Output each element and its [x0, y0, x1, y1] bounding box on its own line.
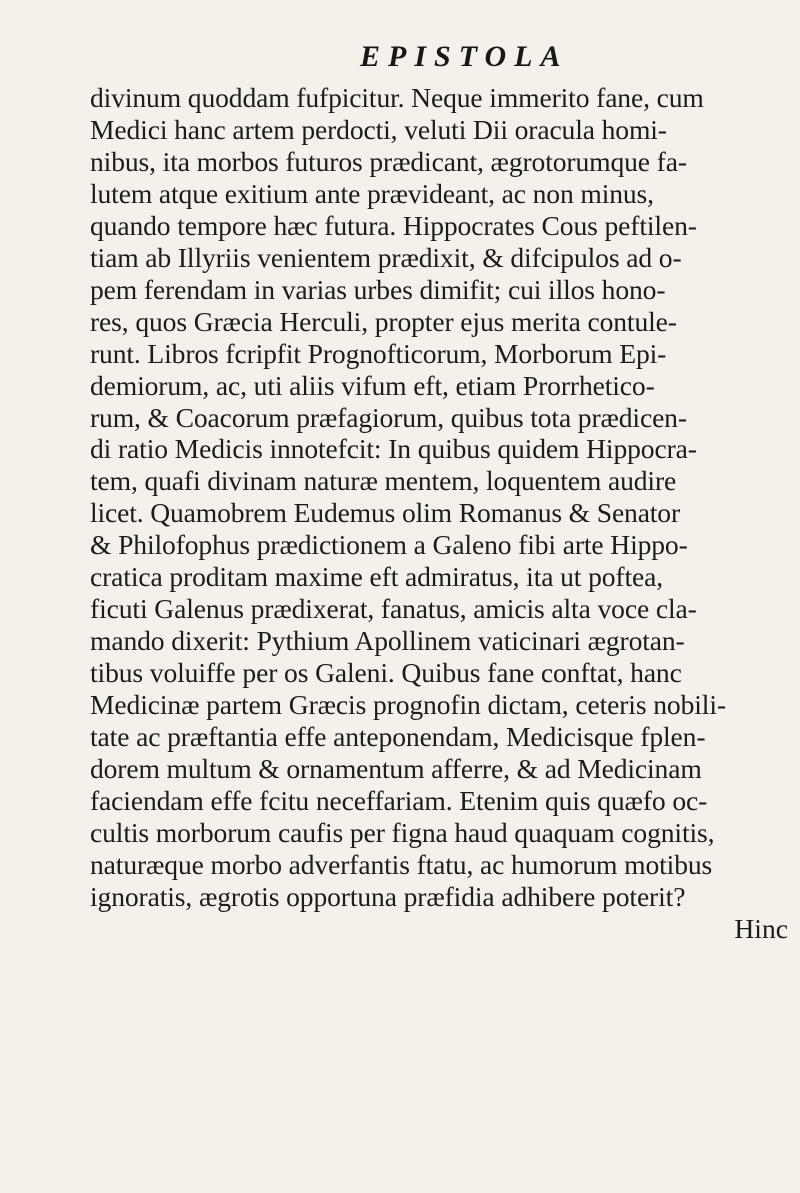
text-line: Medicinæ partem Græcis prognofin dictam, ceteris nobili-	[90, 689, 726, 721]
text-line: lutem atque exitium ante prævideant, ac non minus,	[90, 177, 654, 209]
text-line: di ratio Medicis innotefcit: In quibus quidem Hippocra-	[90, 433, 697, 465]
text-line: licet. Quamobrem Eudemus olim Romanus & Senator	[90, 497, 680, 529]
running-head: EPISTOLA	[360, 40, 569, 73]
text-line: & Philofophus prædictionem a Galeno fibi arte Hippo-	[90, 529, 688, 561]
text-line: dorem multum & ornamentum afferre, & ad Medicinam	[90, 753, 702, 785]
text-line: res, quos Græcia Herculi, propter ejus merita contule-	[90, 305, 677, 337]
text-line: tate ac præftantia effe anteponendam, Medicisque fplen-	[90, 721, 706, 753]
text-line: faciendam effe fcitu neceffariam. Etenim quis quæfo oc-	[90, 784, 708, 816]
text-line: demiorum, ac, uti aliis vifum eft, etiam Prorrhetico-	[90, 369, 655, 401]
text-line: mando dixerit: Pythium Apollinem vaticinari ægrotan-	[90, 625, 685, 657]
text-line: cultis morborum caufis per figna haud quaquam cognitis,	[90, 816, 715, 848]
text-line: ficuti Galenus prædixerat, fanatus, amicis alta voce cla-	[90, 593, 697, 625]
text-line: tiam ab Illyriis venientem prædixit, & difcipulos ad o-	[90, 241, 682, 273]
text-line: Medici hanc artem perdocti, veluti Dii oracula homi-	[90, 113, 667, 145]
text-line: tibus voluiffe per os Galeni. Quibus fane conftat, hanc	[90, 657, 682, 689]
text-line: cratica proditam maxime eft admiratus, ita ut poftea,	[90, 561, 664, 593]
text-line: runt. Libros fcripfit Prognofticorum, Morborum Epi-	[90, 337, 667, 369]
text-line: rum, & Coacorum præfagiorum, quibus tota prædicen-	[90, 401, 687, 433]
catchword: Hinc	[734, 912, 788, 944]
text-line: divinum quoddam fufpicitur. Neque immerito fane, cum	[90, 82, 704, 113]
text-line: pem ferendam in varias urbes dimifit; cui illos hono-	[90, 273, 666, 305]
text-line: naturæque morbo adverfantis ftatu, ac humorum motibus	[90, 848, 713, 880]
text-line: quando tempore hæc futura. Hippocrates Cous peftilen-	[90, 209, 697, 241]
text-line: tem, quafi divinam naturæ mentem, loquentem audire	[90, 465, 677, 497]
text-line: nibus, ita morbos futuros prædicant, ægrotorumque fa-	[90, 145, 687, 177]
body-text	[90, 82, 800, 945]
text-line: ignoratis, ægrotis opportuna præfidia adhibere poterit?	[90, 880, 686, 912]
